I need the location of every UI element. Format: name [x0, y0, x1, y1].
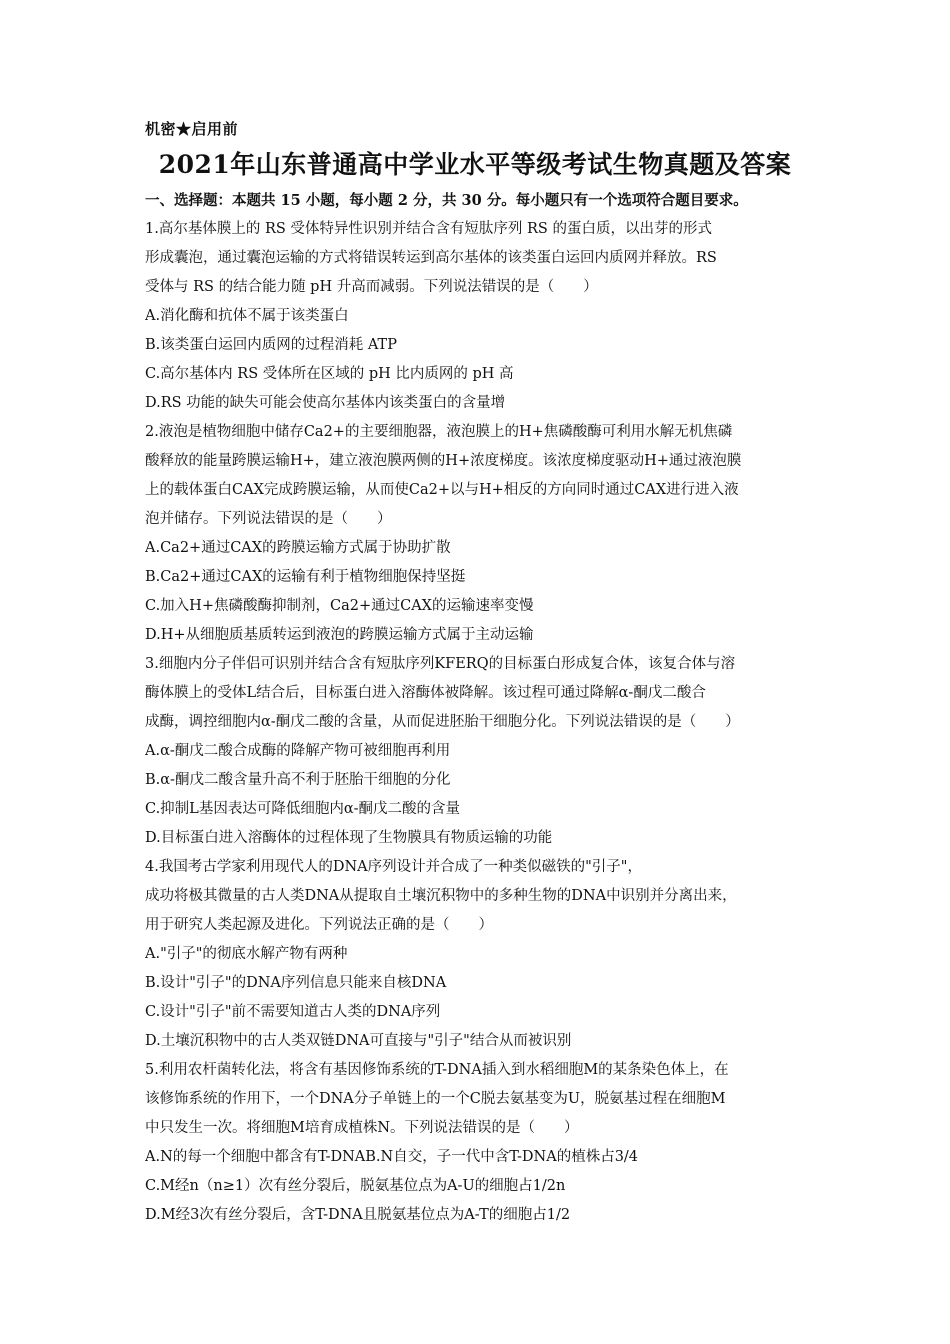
- text-line: A.Ca2+通过CAX的跨膜运输方式属于协助扩散: [145, 540, 451, 556]
- text-line: C.设计"引子"前不需要知道古人类的DNA序列: [145, 1004, 441, 1020]
- text-line: 酸释放的能量跨膜运输H+，建立液泡膜两侧的H+浓度梯度。该浓度梯度驱动H+通过液泡膜: [145, 453, 742, 469]
- text-line: 3.细胞内分子伴侣可识别并结合含有短肽序列KFERQ的目标蛋白形成复合体，该复合体与溶: [145, 656, 736, 672]
- text-line: 该修饰系统的作用下，一个DNA分子单链上的一个C脱去氨基变为U，脱氨基过程在细胞M: [145, 1091, 726, 1107]
- section-heading: 一、选择题：本题共 15 小题，每小题 2 分，共 30 分。每小题只有一个选项符合题目要求。: [145, 192, 748, 209]
- text-line: C.抑制L基因表达可降低细胞内α-酮戊二酸的含量: [145, 801, 461, 817]
- question-lines: [145, 215, 810, 1230]
- text-line: C.高尔基体内 RS 受体所在区域的 pH 比内质网的 pH 高: [145, 366, 514, 382]
- text-line: D.RS 功能的缺失可能会使高尔基体内该类蛋白的含量增: [145, 395, 506, 411]
- text-line: 泡并储存。下列说法错误的是（ ）: [145, 511, 392, 527]
- text-line: D.H+从细胞质基质转运到液泡的跨膜运输方式属于主动运输: [145, 627, 534, 643]
- text-line: B.该类蛋白运回内质网的过程消耗 ATP: [145, 337, 397, 353]
- text-line: D.土壤沉积物中的古人类双链DNA可直接与"引子"结合从而被识别: [145, 1033, 572, 1049]
- text-line: 酶体膜上的受体L结合后，目标蛋白进入溶酶体被降解。该过程可通过降解α-酮戊二酸合: [145, 685, 706, 701]
- text-line: 成功将极其微量的古人类DNA从提取自土壤沉积物中的多种生物的DNA中识别并分离出来，: [145, 888, 737, 904]
- text-line: 2.液泡是植物细胞中储存Ca2+的主要细胞器，液泡膜上的H+焦磷酸酶可利用水解无机焦磷: [145, 424, 733, 440]
- text-line: 成酶，调控细胞内α-酮戊二酸的含量，从而促进胚胎干细胞分化。下列说法错误的是（ ）: [145, 714, 740, 730]
- secret-label: 机密★启用前: [145, 120, 239, 138]
- document-body: [145, 186, 810, 1230]
- text-line: D.M经3次有丝分裂后，含T-DNA且脱氨基位点为A-T的细胞占1/2: [145, 1207, 571, 1223]
- text-line: A.N的每一个细胞中都含有T-DNAB.N自交，子一代中含T-DNA的植株占3/4: [145, 1149, 639, 1165]
- text-line: B.设计"引子"的DNA序列信息只能来自核DNA: [145, 975, 447, 991]
- text-line: A.α-酮戊二酸合成酶的降解产物可被细胞再利用: [145, 743, 451, 759]
- text-line: B.α-酮戊二酸含量升高不利于胚胎干细胞的分化: [145, 772, 451, 788]
- text-line: 5.利用农杆菌转化法，将含有基因修饰系统的T-DNA插入到水稻细胞M的某条染色体上，在: [145, 1062, 729, 1078]
- text-line: D.目标蛋白进入溶酶体的过程体现了生物膜具有物质运输的功能: [145, 830, 553, 846]
- text-line: 受体与 RS 的结合能力随 pH 升高而减弱。下列说法错误的是（ ）: [145, 279, 598, 295]
- text-line: 1.高尔基体膜上的 RS 受体特异性识别并结合含有短肽序列 RS 的蛋白质，以出芽的形式: [145, 221, 712, 237]
- text-line: 用于研究人类起源及进化。下列说法正确的是（ ）: [145, 917, 493, 933]
- text-line: 4.我国考古学家利用现代人的DNA序列设计并合成了一种类似磁铁的"引子"，: [145, 859, 642, 875]
- text-line: B.Ca2+通过CAX的运输有利于植物细胞保持坚挺: [145, 569, 466, 585]
- text-line: A.消化酶和抗体不属于该类蛋白: [145, 308, 349, 324]
- text-line: 中只发生一次。将细胞M培育成植株N。下列说法错误的是（ ）: [145, 1120, 579, 1136]
- text-line: C.加入H+焦磷酸酶抑制剂，Ca2+通过CAX的运输速率变慢: [145, 598, 534, 614]
- text-line: C.M经n（n≥1）次有丝分裂后，脱氨基位点为A-U的细胞占1/2n: [145, 1178, 566, 1194]
- page-title: 2021年山东普通高中学业水平等级考试生物真题及答案: [158, 150, 792, 179]
- text-line: 形成囊泡，通过囊泡运输的方式将错误转运到高尔基体的该类蛋白运回内质网并释放。RS: [145, 250, 717, 266]
- text-line: 上的载体蛋白CAX完成跨膜运输，从而使Ca2+以与H+相反的方向同时通过CAX进行进入液: [145, 482, 739, 498]
- text-line: A."引子"的彻底水解产物有两种: [145, 946, 348, 962]
